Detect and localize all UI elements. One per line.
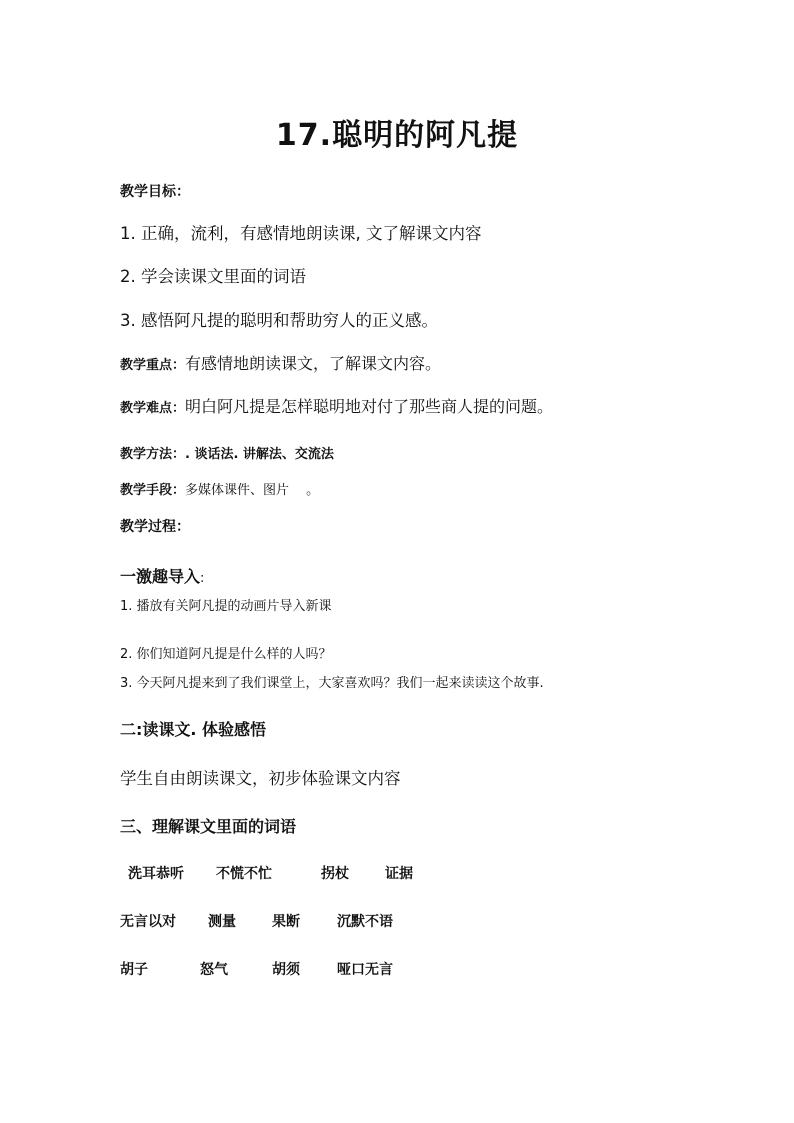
vocab-word: 拐杖 (321, 866, 349, 882)
teaching-method: 教学方法：. 谈话法. 讲解法、交流法 (120, 447, 334, 462)
vocab-word: 测量 (208, 914, 236, 930)
key-point (120, 351, 441, 374)
section1-item-2: 2. 你们知道阿凡提是什么样的人吗？ (120, 647, 332, 662)
difficulty (120, 394, 553, 417)
section3-heading: 三、理解课文里面的词语 (120, 817, 297, 836)
vocab-word: 洗耳恭听 (128, 866, 184, 882)
vocab-word: 哑口无言 (337, 962, 393, 978)
section1-heading (120, 564, 204, 587)
teaching-means (120, 479, 319, 498)
vocab-word: 不慌不忙 (216, 866, 272, 882)
page-title: 17.聪明的阿凡提 (275, 118, 519, 153)
process-heading: 教学过程： (120, 519, 190, 535)
difficulty-text: 明白阿凡提是怎样聪明地对付了那些商人提的问题。 (185, 397, 554, 416)
section1-title-suffix: : (200, 571, 205, 586)
vocab-word: 胡子 (120, 962, 148, 978)
section2-heading: 二:读课文. 体验感悟 (120, 720, 267, 739)
vocab-word: 果断 (272, 914, 300, 930)
section1-item-1: 1. 播放有关阿凡提的动画片导入新课 (120, 599, 332, 614)
difficulty-label: 教学难点： (120, 401, 186, 416)
key-point-label: 教学重点： (120, 358, 186, 373)
section2-text: 学生自由朗读课文，初步体验课文内容 (120, 769, 401, 788)
key-point-text: 有感情地朗读课文，了解课文内容。 (185, 354, 442, 373)
teaching-means-text: 多媒体课件、图片 。 (185, 483, 320, 498)
vocab-word: 沉默不语 (337, 914, 393, 930)
objective-item-2: 2. 学会读课文里面的词语 (120, 267, 306, 286)
objective-item-3: 3. 感悟阿凡提的聪明和帮助穷人的正义感。 (120, 311, 438, 330)
objectives-heading: 教学目标： (120, 184, 190, 200)
vocab-word: 胡须 (272, 962, 300, 978)
vocab-word: 怒气 (200, 962, 228, 978)
teaching-means-label: 教学手段： (120, 483, 186, 498)
vocab-word: 证据 (385, 866, 413, 882)
vocab-word: 无言以对 (120, 914, 176, 930)
section1-title: 一激趣导入 (120, 567, 201, 586)
objective-item-1: 1. 正确，流利，有感情地朗读课, 文了解课文内容 (120, 224, 482, 243)
section1-item-3: 3. 今天阿凡提来到了我们课堂上，大家喜欢吗？我们一起来读读这个故事. (120, 676, 544, 691)
